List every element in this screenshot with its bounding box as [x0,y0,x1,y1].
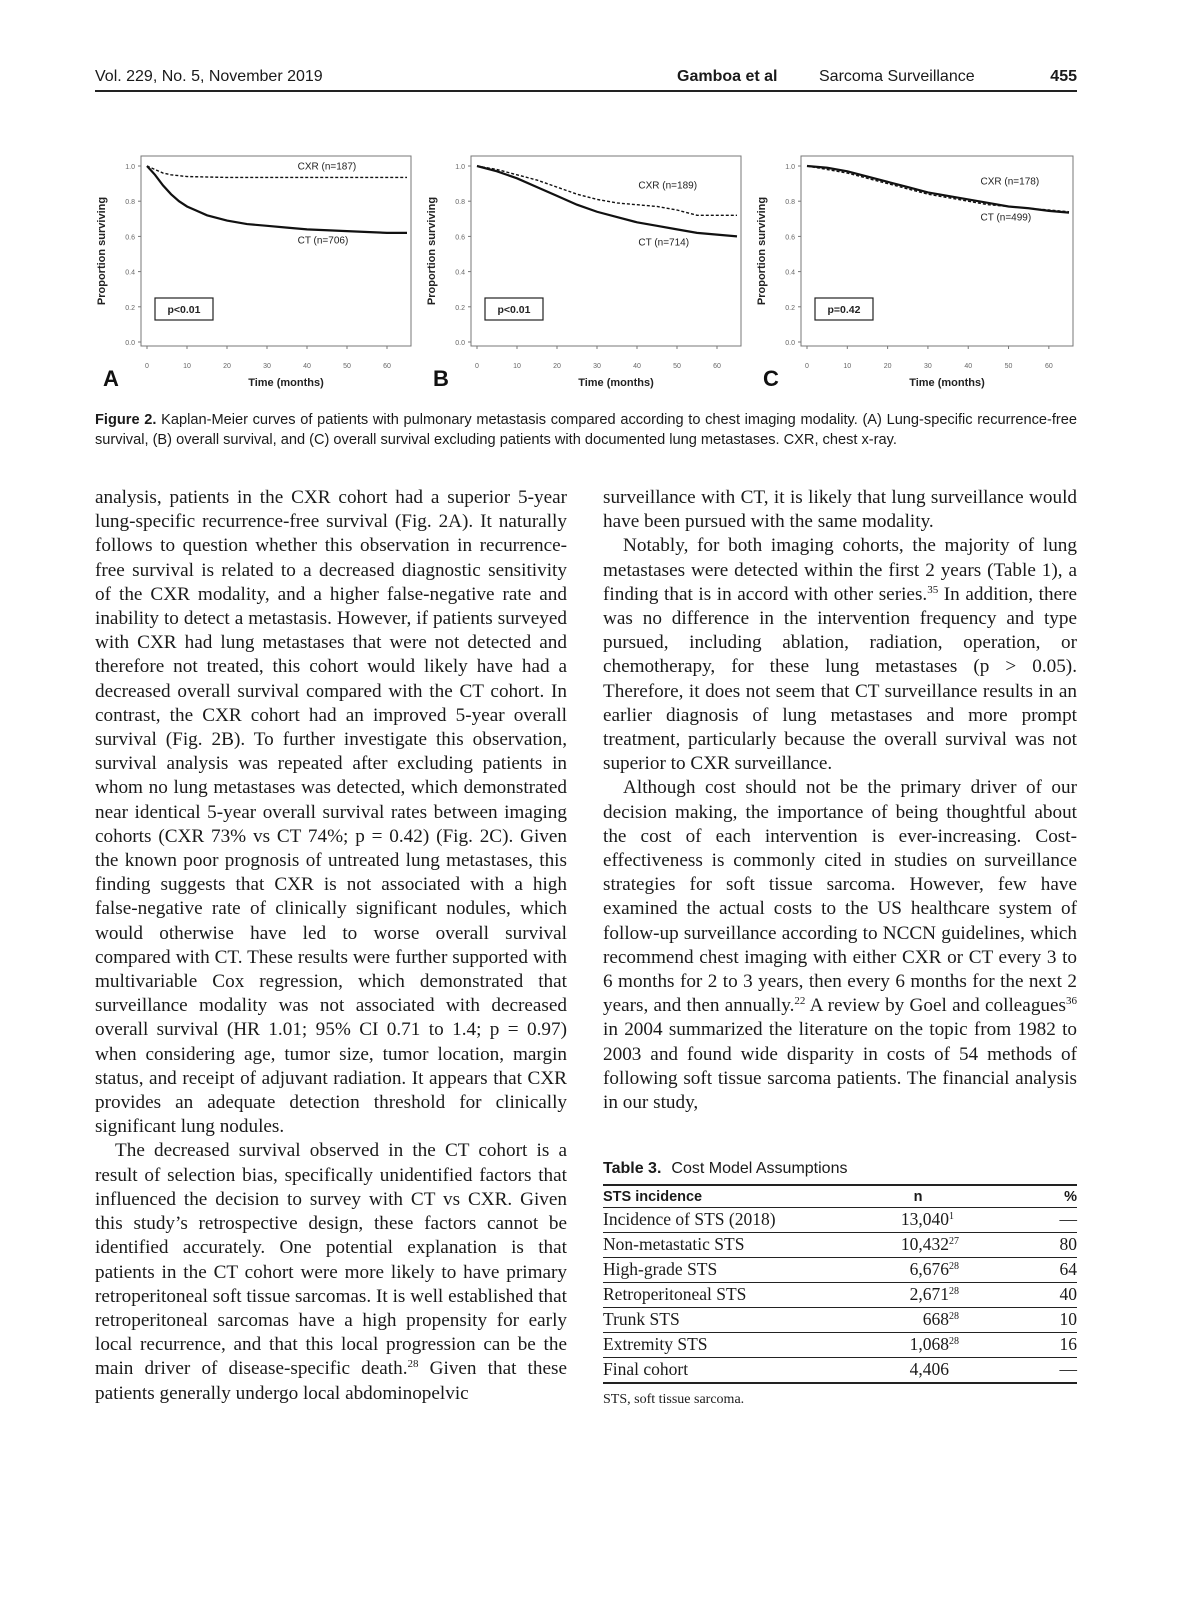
table-cell-label: Extremity STS [603,1333,873,1358]
km-chart-a [95,150,415,400]
table-body [603,1208,1077,1384]
km-curve-cxr [147,166,407,177]
table-cell-pct: — [963,1208,1077,1233]
journal-citation: Vol. 229, No. 5, November 2019 [95,68,323,85]
running-title: Sarcoma Surveillance [819,68,975,85]
x-tick-label: 20 [553,363,561,370]
table-cell-n-value: 6,676 [909,1259,949,1279]
figure-2 [95,150,1077,400]
y-tick-label: 0.4 [785,269,795,277]
body-paragraph [95,1139,567,1405]
body-paragraph: analysis, patients in the CXR cohort had a superior 5-year lung-specific recurrence-free survival (Fig. 2A). It naturally follows to question whether this observation in recurrence-free survival is related to a decreased diagnostic sensitivity of the CXR modality, and a higher false-negative rate and inability to detect a metastasis. However, if patients surveyed with CXR had lung metastases that were not detected and therefore not treated, this cohort would likely have had a decreased overall survival compared with the CT cohort. In contrast, the CXR cohort had an improved 5-year overall survival (Fig. 2B). To further investigate this observation, survival analysis was repeated after excluding patients in whom no lung metastases was detected, which demonstrated near identical 5-year overall survival rates between imaging cohorts (CXR 73% vs CT 74%; p = 0.42) (Fig. 2C). Given the known poor prognosis of untreated lung metastases, this finding suggests that CXR is not associated with a high false-negative rate of clinically significant nodules, which would otherwise have led to worse overall survival compared with CT. These results were further supported with multivariable Cox regression, which demonstrated that surveillance modality was not associated with decreased overall survival (HR 1.01; 95% CI 0.71 to 1.4; p = 0.97) when considering age, tumor size, tumor location, margin status, and receipt of adjuvant radiation. It appears that CXR provides an adequate detection threshold for clinically significant lung nodules. [95,487,567,1138]
y-tick-label: 0.6 [785,234,795,242]
table-header-row [603,1185,1077,1208]
table-cell-label: Trunk STS [603,1308,873,1333]
y-tick-label: 0.0 [455,340,465,347]
table-row [603,1208,1077,1233]
table-header-cell: STS incidence [603,1185,873,1208]
figure-caption [95,410,1077,450]
figure-panel-c [755,150,1075,400]
table-cell-n-value: 4,406 [909,1359,949,1379]
figure-panel-b [425,150,745,400]
y-tick-label: 0.8 [785,199,795,207]
y-tick-label: 0.0 [125,340,135,347]
table-3 [603,1160,1077,1408]
page-number: 455 [1050,68,1077,85]
panel-letter: B [433,366,449,391]
x-tick-label: 0 [805,363,809,370]
table-row [603,1258,1077,1283]
table-cell-n: 1,06828 [873,1333,963,1358]
x-axis-label: Time (months) [909,377,985,389]
table-cell-n: 13,0401 [873,1208,963,1233]
series-label: CXR (n=178) [980,176,1040,188]
panel-letter: A [103,366,119,391]
table-cell-n-value: 2,671 [909,1284,949,1304]
header-rule [95,90,1077,92]
x-tick-label: 30 [593,363,601,370]
body-paragraph [603,534,1077,776]
series-label: CT (n=706) [297,235,349,247]
body-text: in 2004 summarized the literature on the topic from 1982 to 2003 and found wide disparity in costs of 54 methods of following soft tissue sarcoma patients. The financial analysis in our study, [603,1019,1077,1114]
body-text: Notably, for both imaging cohorts, the majority of lung metastases were detected within the first 2 years (Table 1), a finding that is in accord with other series. [603,535,1077,605]
table-cell-n: 66828 [873,1308,963,1333]
series-label: CT (n=499) [980,212,1032,224]
pvalue-label: p<0.01 [497,304,531,316]
table-footnote: STS, soft tissue sarcoma. [603,1392,745,1407]
table-cell-label: Incidence of STS (2018) [603,1208,873,1233]
km-chart-b [425,150,745,400]
y-axis-label: Proportion surviving [426,196,438,306]
table-cell-n: 10,43227 [873,1233,963,1258]
x-tick-label: 0 [475,363,479,370]
y-tick-label: 0.2 [455,304,465,312]
x-tick-label: 60 [713,363,721,370]
x-tick-label: 60 [1044,363,1053,370]
km-chart-c [755,150,1077,400]
km-curve-ct [477,166,737,236]
table-title [603,1160,1077,1178]
x-tick-label: 40 [303,363,311,370]
table-title-text: Cost Model Assumptions [671,1160,848,1177]
y-tick-label: 0.4 [455,269,465,277]
table-cell-n: 2,67128 [873,1283,963,1308]
pvalue-label: p<0.01 [167,304,201,316]
table-cell-n [873,1358,963,1384]
table-cell-pct: 64 [963,1258,1077,1283]
y-tick-label: 0.2 [125,304,135,312]
y-tick-label: 1.0 [455,164,465,171]
pvalue-label: p=0.42 [827,304,861,316]
y-axis-label: Proportion surviving [756,196,768,306]
y-tick-label: 0.8 [455,199,465,207]
body-text: Although cost should not be the primary driver of our decision making, the importance of being thoughtful about the cost of each intervention is ever-increasing. Cost-effectiveness is commonly cited in studies on surveillance strategies for soft tissue sarcoma. However, few have examined the actual costs to the US healthcare system of follow-up surveillance according to NCCN guidelines, which recommend chest imaging with either CXR or CT every 3 to 6 months for 2 to 3 years, then every 6 months for the next 2 years, and then annually. [603,777,1077,1017]
table-cell-pct: 80 [963,1233,1077,1258]
citation-ref: 36 [1066,995,1077,1008]
running-header [95,66,1077,92]
x-tick-label: 30 [263,363,271,370]
body-paragraph [603,776,1077,1115]
panel-letter: C [763,366,779,391]
body-column-right [603,486,1077,1115]
body-text: A review by Goel and colleagues [805,995,1066,1017]
citation-ref: 28 [407,1358,419,1371]
x-tick-label: 50 [673,363,681,370]
table-cell-label: Retroperitoneal STS [603,1283,873,1308]
table-cell-n-value: 668 [922,1309,949,1329]
figure-caption-text: Kaplan-Meier curves of patients with pulmonary metastasis compared according to chest imaging modality. (A) Lung-specific recurrence-free survival, (B) overall survival, and (C) overall survival excluding patients with documented lung metastases. CXR, chest x-ray. [95,412,1077,448]
citation-ref: 22 [794,995,806,1008]
x-tick-label: 60 [383,363,391,370]
y-tick-label: 0.6 [125,234,135,242]
series-label: CXR (n=189) [638,180,698,192]
table-cell-n: 6,67628 [873,1258,963,1283]
table-label: Table 3. [603,1160,662,1177]
y-tick-label: 0.6 [455,234,465,242]
citation-ref: 35 [927,583,939,596]
x-tick-label: 40 [964,363,973,370]
body-text: Given that these patients generally undergo local abdominopelvic [95,1358,567,1404]
y-tick-label: 0.8 [125,199,135,207]
x-tick-label: 10 [183,363,191,370]
cost-model-table [603,1184,1077,1384]
x-tick-label: 10 [843,363,852,370]
x-tick-label: 20 [223,363,231,370]
table-header-cell: % [963,1185,1077,1208]
table-cell-label: Final cohort [603,1358,873,1384]
body-text: The decreased survival observed in the CT cohort is a result of selection bias, specifically unidentified factors that influenced the decision to survey with CT vs CXR. Given this study’s retrospective design, these factors cannot be identified accurately. One potential explanation is that patients in the CT cohort were more likely to have primary retroperitoneal soft tissue sarcomas. It is well established that retroperitoneal sarcomas have a high propensity for early local recurrence, and that this local progression can be the main driver of disease-specific death. [95,1140,567,1380]
figure-caption-label: Figure 2. [95,412,157,428]
body-paragraph: surveillance with CT, it is likely that lung surveillance would have been pursued with the same modality. [603,487,1077,533]
table-row [603,1358,1077,1384]
table-cell-pct: — [963,1358,1077,1384]
x-tick-label: 10 [513,363,521,370]
x-tick-label: 50 [1004,363,1013,370]
y-tick-label: 0.0 [785,340,795,347]
y-tick-label: 1.0 [785,164,795,171]
series-label: CXR (n=187) [297,161,357,173]
x-tick-label: 30 [924,363,932,370]
table-cell-n-value: 10,432 [900,1234,949,1254]
table-cell-pct: 16 [963,1333,1077,1358]
table-cell-label: High-grade STS [603,1258,873,1283]
table-row [603,1333,1077,1358]
y-tick-label: 0.4 [125,269,135,277]
table-cell-n-value: 13,040 [900,1209,949,1229]
y-axis-label: Proportion surviving [96,196,108,306]
km-curve-cxr [807,166,1069,212]
x-tick-label: 0 [145,363,149,370]
table-row [603,1233,1077,1258]
y-tick-label: 1.0 [125,164,135,171]
table-cell-label: Non-metastatic STS [603,1233,873,1258]
km-curve-cxr [477,166,737,215]
x-tick-label: 50 [343,363,351,370]
km-curve-ct [807,166,1069,213]
table-row [603,1283,1077,1308]
x-tick-label: 40 [633,363,641,370]
body-text: In addition, there was no difference in the intervention frequency and type pursued, including ablation, radiation, operation, or chemotherapy, for these lung metastases (p > 0.05). Therefore, it does not seem that CT surveillance results in an earlier diagnosis of lung metastases and more prompt treatment, particularly because the overall survival was not superior to CXR surveillance. [603,583,1077,775]
x-tick-label: 20 [883,363,892,370]
figure-panel-a [95,150,415,400]
table-cell-n-value: 1,068 [909,1334,949,1354]
series-label: CT (n=714) [638,237,690,249]
y-tick-label: 0.2 [785,304,795,312]
body-column-left [95,486,567,1406]
table-cell-pct: 10 [963,1308,1077,1333]
x-axis-label: Time (months) [248,377,324,389]
running-authors: Gamboa et al [677,68,778,85]
table-header-cell: n [873,1185,963,1208]
x-axis-label: Time (months) [578,377,654,389]
table-cell-pct: 40 [963,1283,1077,1308]
table-row [603,1308,1077,1333]
